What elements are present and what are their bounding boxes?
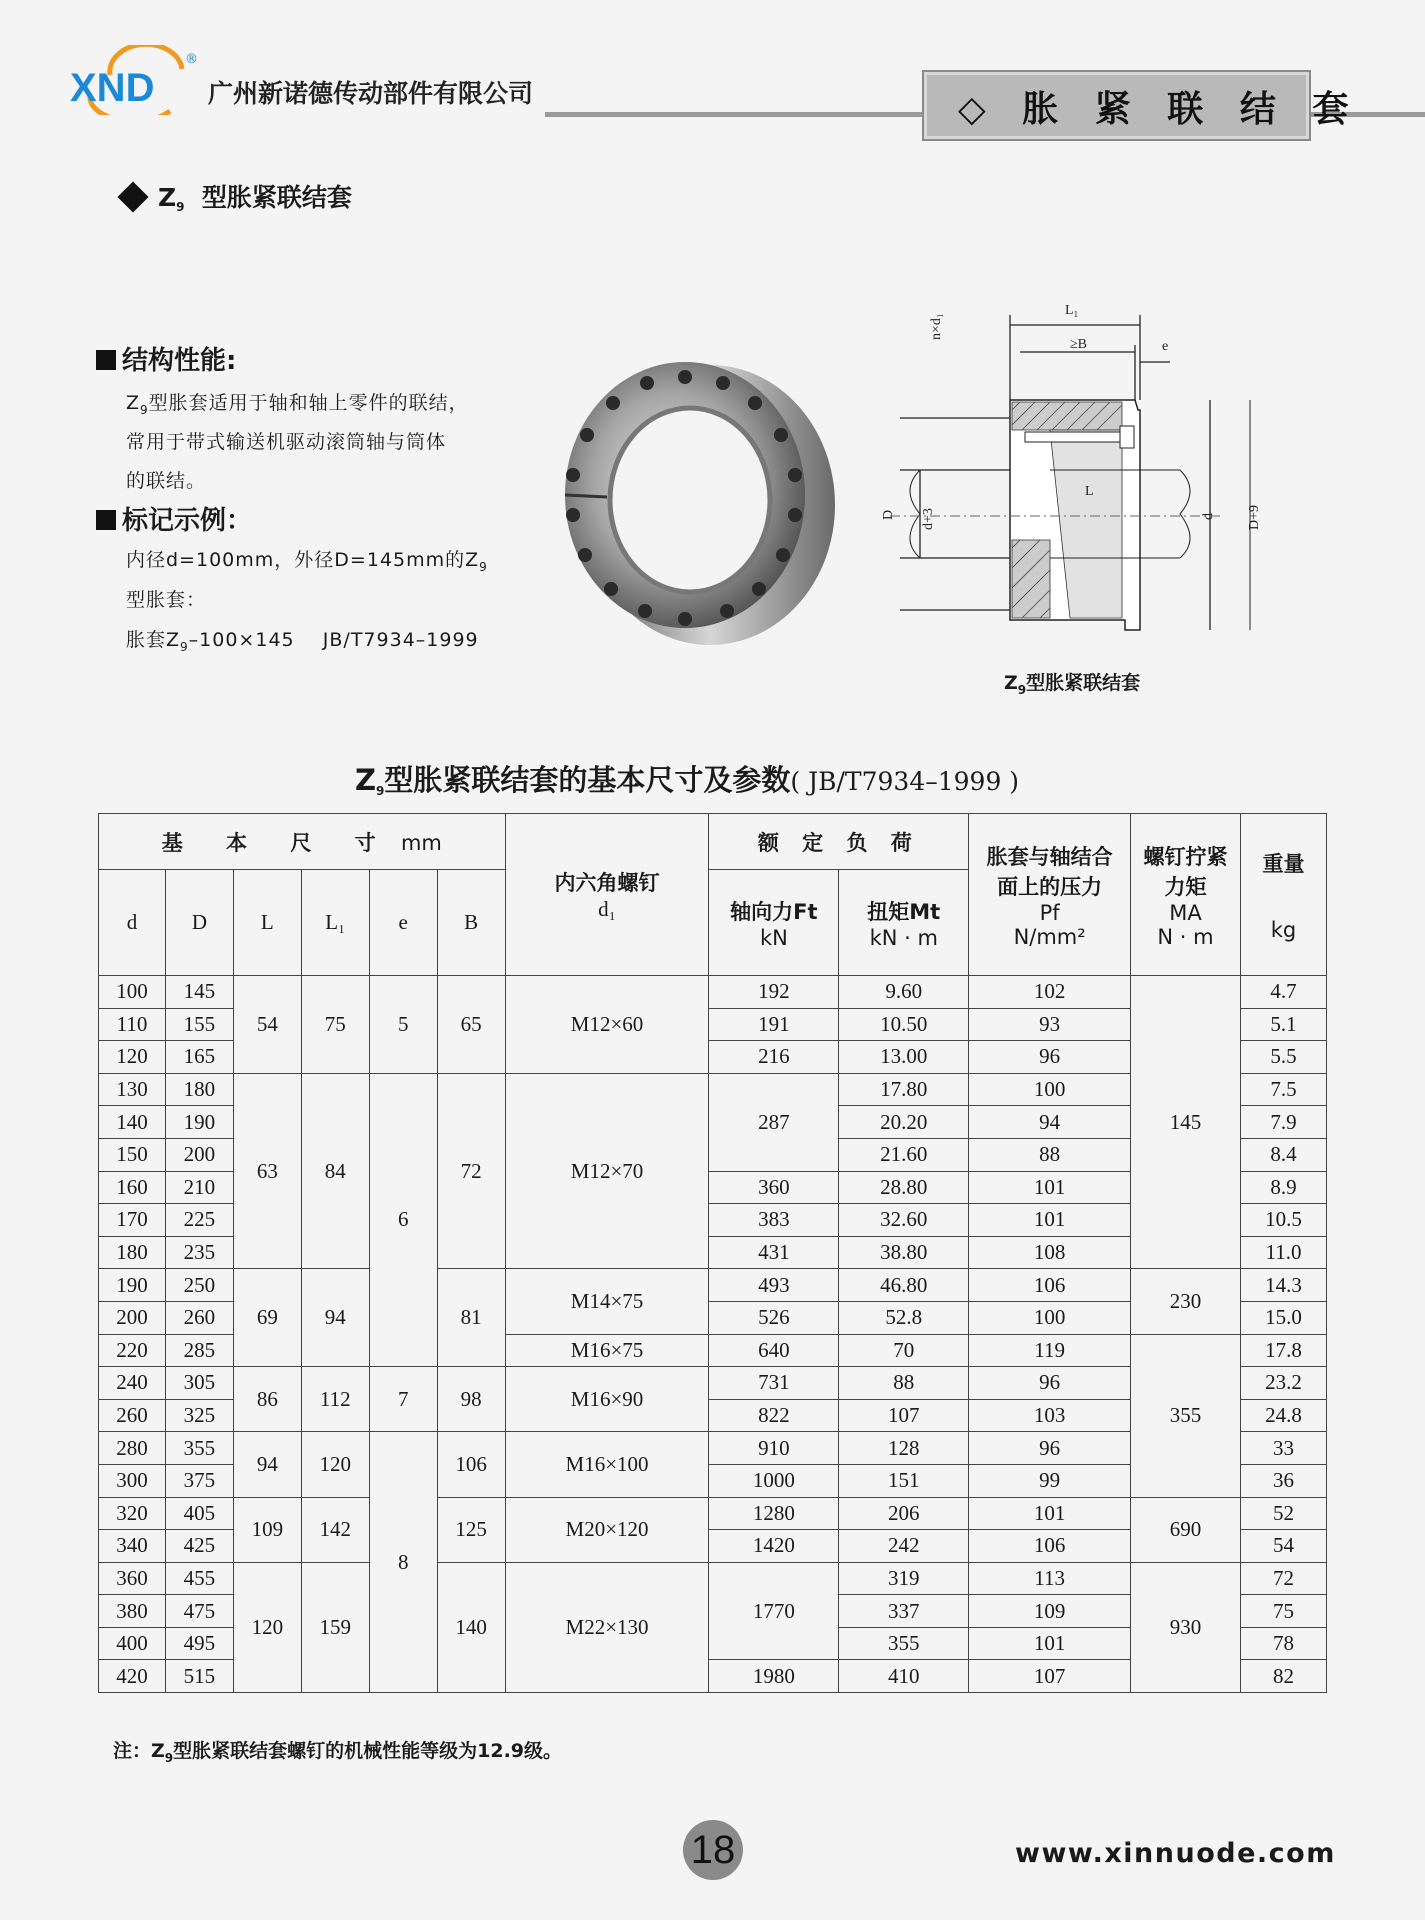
cell-B: 81 xyxy=(437,1269,505,1367)
cell-e: 7 xyxy=(369,1367,437,1432)
cell-weight: 14.3 xyxy=(1240,1269,1326,1302)
label-L1: L₁ xyxy=(1065,303,1079,318)
cell-weight: 23.2 xyxy=(1240,1367,1326,1400)
cell-MA: 690 xyxy=(1131,1497,1241,1562)
cell-Ft: 1000 xyxy=(709,1464,839,1497)
cell-D: 475 xyxy=(165,1595,233,1628)
cell-weight: 54 xyxy=(1240,1530,1326,1563)
cell-Pf: 99 xyxy=(969,1464,1131,1497)
cell-weight: 10.5 xyxy=(1240,1204,1326,1237)
marking-line1: 内径d=100mm，外径D=145mm的$Z_9$ xyxy=(126,549,488,574)
cell-Ft: 731 xyxy=(709,1367,839,1400)
cell-screw: M22×130 xyxy=(505,1562,709,1692)
header-L: L xyxy=(233,870,301,976)
cell-screw: M12×60 xyxy=(505,976,709,1074)
page-number: 18 xyxy=(683,1820,743,1880)
cell-d: 200 xyxy=(99,1301,166,1334)
cell-weight: 52 xyxy=(1240,1497,1326,1530)
cell-Pf: 113 xyxy=(969,1562,1131,1595)
table-row xyxy=(99,976,1327,1009)
cell-d: 150 xyxy=(99,1138,166,1171)
cell-d: 140 xyxy=(99,1106,166,1139)
cell-D: 165 xyxy=(165,1041,233,1074)
cell-L1: 75 xyxy=(301,976,369,1074)
company-logo xyxy=(70,45,200,115)
cell-Ft: 431 xyxy=(709,1236,839,1269)
cell-weight: 78 xyxy=(1240,1627,1326,1660)
cell-B: 125 xyxy=(437,1497,505,1562)
cell-L: 109 xyxy=(233,1497,301,1562)
cell-weight: 8.4 xyxy=(1240,1138,1326,1171)
cell-weight: 72 xyxy=(1240,1562,1326,1595)
cell-D: 250 xyxy=(165,1269,233,1302)
cell-Mt: 319 xyxy=(839,1562,969,1595)
cell-screw: M12×70 xyxy=(505,1073,709,1269)
cell-L: 54 xyxy=(233,976,301,1074)
cell-screw: M16×100 xyxy=(505,1432,709,1497)
header-d: d xyxy=(99,870,166,976)
parameters-table xyxy=(98,813,1327,1693)
label-B: ≥B xyxy=(1070,337,1088,352)
cell-d: 220 xyxy=(99,1334,166,1367)
cell-B: 106 xyxy=(437,1432,505,1497)
cell-Mt: 206 xyxy=(839,1497,969,1530)
cell-D: 375 xyxy=(165,1464,233,1497)
cell-e: 6 xyxy=(369,1073,437,1366)
cell-Ft: 1280 xyxy=(709,1497,839,1530)
cell-d: 320 xyxy=(99,1497,166,1530)
category-title: ◇ 胀 紧 联 结 套 xyxy=(958,89,1361,130)
cell-Mt: 151 xyxy=(839,1464,969,1497)
cell-screw: M20×120 xyxy=(505,1497,709,1562)
cell-Pf: 96 xyxy=(969,1432,1131,1465)
label-d: d xyxy=(1201,513,1216,520)
cell-MA: 230 xyxy=(1131,1269,1241,1334)
cell-d: 340 xyxy=(99,1530,166,1563)
header-L1: L₁ xyxy=(301,870,369,976)
cell-L: 69 xyxy=(233,1269,301,1367)
cell-Mt: 20.20 xyxy=(839,1106,969,1139)
cell-Ft: 640 xyxy=(709,1334,839,1367)
cell-Pf: 100 xyxy=(969,1073,1131,1106)
cell-Mt: 46.80 xyxy=(839,1269,969,1302)
cell-Mt: 38.80 xyxy=(839,1236,969,1269)
cell-weight: 5.1 xyxy=(1240,1008,1326,1041)
structure-text-line2: 常用于带式输送机驱动滚筒轴与筒体 xyxy=(126,431,447,453)
marking-line3: 胀套$Z_9-100\times 145$ JB/T7934–1999 xyxy=(126,629,479,654)
figure-caption: $Z_9$型胀紧联结套 xyxy=(1004,672,1141,697)
cell-e: 8 xyxy=(369,1432,437,1693)
cell-D: 200 xyxy=(165,1138,233,1171)
cell-screw: M16×75 xyxy=(505,1334,709,1367)
label-D9: D+9 xyxy=(1247,504,1262,530)
cell-d: 280 xyxy=(99,1432,166,1465)
cell-D: 155 xyxy=(165,1008,233,1041)
cell-Ft: 493 xyxy=(709,1269,839,1302)
cell-Pf: 94 xyxy=(969,1106,1131,1139)
cell-Mt: 28.80 xyxy=(839,1171,969,1204)
cell-D: 515 xyxy=(165,1660,233,1693)
label-d3: d+3 xyxy=(921,508,936,530)
cell-L1: 84 xyxy=(301,1073,369,1269)
header-moment: 扭矩Mt kN · m xyxy=(839,870,969,976)
cell-Ft: 192 xyxy=(709,976,839,1009)
cell-L: 86 xyxy=(233,1367,301,1432)
cell-MA: 145 xyxy=(1131,976,1241,1269)
cell-Pf: 106 xyxy=(969,1269,1131,1302)
cell-Mt: 13.00 xyxy=(839,1041,969,1074)
cell-d: 260 xyxy=(99,1399,166,1432)
marking-line2: 型胀套： xyxy=(126,589,207,611)
header-D: D xyxy=(165,870,233,976)
cell-Pf: 108 xyxy=(969,1236,1131,1269)
cell-Pf: 109 xyxy=(969,1595,1131,1628)
cell-D: 495 xyxy=(165,1627,233,1660)
cell-Pf: 101 xyxy=(969,1204,1131,1237)
cell-d: 120 xyxy=(99,1041,166,1074)
cell-Ft: 910 xyxy=(709,1432,839,1465)
square-bullet-icon xyxy=(96,510,116,530)
cell-Pf: 93 xyxy=(969,1008,1131,1041)
cell-Mt: 70 xyxy=(839,1334,969,1367)
header-screw-torque: 螺钉拧紧 力矩 MA N · m xyxy=(1131,814,1241,976)
cell-d: 240 xyxy=(99,1367,166,1400)
table-title: $Z_9$型胀紧联结套的基本尺寸及参数( JB/T7934–1999 ) xyxy=(355,763,1020,798)
cell-D: 285 xyxy=(165,1334,233,1367)
header-basic-dims: 基 本 尺 寸 mm xyxy=(99,814,506,870)
cell-B: 140 xyxy=(437,1562,505,1692)
cell-Mt: 128 xyxy=(839,1432,969,1465)
cell-weight: 33 xyxy=(1240,1432,1326,1465)
cell-D: 225 xyxy=(165,1204,233,1237)
cell-Pf: 96 xyxy=(969,1041,1131,1074)
cell-Ft: 1770 xyxy=(709,1562,839,1660)
cell-weight: 17.8 xyxy=(1240,1334,1326,1367)
table-row xyxy=(99,1562,1327,1595)
cell-Ft: 191 xyxy=(709,1008,839,1041)
cell-weight: 15.0 xyxy=(1240,1301,1326,1334)
cell-d: 180 xyxy=(99,1236,166,1269)
cell-Mt: 107 xyxy=(839,1399,969,1432)
cell-Mt: 242 xyxy=(839,1530,969,1563)
structure-text-line3: 的联结。 xyxy=(126,470,207,492)
cell-Mt: 10.50 xyxy=(839,1008,969,1041)
header-screw: 内六角螺钉 d₁ xyxy=(505,814,709,976)
cell-Mt: 88 xyxy=(839,1367,969,1400)
table-note: 注：$Z_9$型胀紧联结套螺钉的机械性能等级为12.9级。 xyxy=(113,1740,563,1765)
cell-weight: 8.9 xyxy=(1240,1171,1326,1204)
cell-D: 235 xyxy=(165,1236,233,1269)
header-e: e xyxy=(369,870,437,976)
cell-D: 145 xyxy=(165,976,233,1009)
cell-d: 190 xyxy=(99,1269,166,1302)
structure-heading: 结构性能: xyxy=(96,340,236,377)
cell-Ft: 1980 xyxy=(709,1660,839,1693)
cell-L: 63 xyxy=(233,1073,301,1269)
cell-weight: 36 xyxy=(1240,1464,1326,1497)
cell-d: 130 xyxy=(99,1073,166,1106)
cell-Ft: 360 xyxy=(709,1171,839,1204)
table-row xyxy=(99,1269,1327,1302)
cell-Pf: 103 xyxy=(969,1399,1131,1432)
cell-Pf: 102 xyxy=(969,976,1131,1009)
label-D: D xyxy=(881,509,896,520)
cell-d: 300 xyxy=(99,1464,166,1497)
cell-L: 94 xyxy=(233,1432,301,1497)
cell-Mt: 410 xyxy=(839,1660,969,1693)
cell-D: 210 xyxy=(165,1171,233,1204)
cell-e: 5 xyxy=(369,976,437,1074)
table-row xyxy=(99,1497,1327,1530)
cell-L1: 142 xyxy=(301,1497,369,1562)
cell-L1: 159 xyxy=(301,1562,369,1692)
cell-L1: 94 xyxy=(301,1269,369,1367)
cell-Mt: 337 xyxy=(839,1595,969,1628)
cell-d: 380 xyxy=(99,1595,166,1628)
cell-Mt: 17.80 xyxy=(839,1073,969,1106)
section-title: $Z_9$ 型胀紧联结套 xyxy=(122,178,352,214)
header-weight: 重量 kg xyxy=(1240,814,1326,976)
cell-Ft: 383 xyxy=(709,1204,839,1237)
marking-heading: 标记示例： xyxy=(96,500,252,537)
square-bullet-icon xyxy=(96,350,116,370)
cell-Mt: 21.60 xyxy=(839,1138,969,1171)
logo-text: XND xyxy=(70,66,155,110)
cell-d: 100 xyxy=(99,976,166,1009)
cell-weight: 7.5 xyxy=(1240,1073,1326,1106)
cell-screw: M16×90 xyxy=(505,1367,709,1432)
cell-Pf: 101 xyxy=(969,1497,1131,1530)
header-pressure: 胀套与轴结合 面上的压力 Pf N/mm² xyxy=(969,814,1131,976)
cell-D: 305 xyxy=(165,1367,233,1400)
label-nxd1: n×d₁ xyxy=(929,313,944,340)
cell-Pf: 106 xyxy=(969,1530,1131,1563)
cell-Pf: 107 xyxy=(969,1660,1131,1693)
website-url[interactable]: www.xinnuode.com xyxy=(1015,1838,1336,1869)
header-rated-load: 额 定 负 荷 xyxy=(709,814,969,870)
cell-D: 190 xyxy=(165,1106,233,1139)
cell-D: 180 xyxy=(165,1073,233,1106)
cell-weight: 7.9 xyxy=(1240,1106,1326,1139)
cell-D: 355 xyxy=(165,1432,233,1465)
cell-weight: 82 xyxy=(1240,1660,1326,1693)
cell-Mt: 52.8 xyxy=(839,1301,969,1334)
cell-d: 420 xyxy=(99,1660,166,1693)
cell-L: 120 xyxy=(233,1562,301,1692)
cell-Pf: 100 xyxy=(969,1301,1131,1334)
diamond-bullet-icon xyxy=(117,181,148,212)
cell-B: 98 xyxy=(437,1367,505,1432)
cell-d: 360 xyxy=(99,1562,166,1595)
cell-Pf: 119 xyxy=(969,1334,1131,1367)
cell-Pf: 101 xyxy=(969,1171,1131,1204)
cell-L1: 120 xyxy=(301,1432,369,1497)
cell-screw: M14×75 xyxy=(505,1269,709,1334)
label-L: L xyxy=(1085,484,1094,499)
cell-Ft: 526 xyxy=(709,1301,839,1334)
company-name: 广州新诺德传动部件有限公司 xyxy=(208,79,534,108)
cell-Ft: 822 xyxy=(709,1399,839,1432)
cell-MA: 355 xyxy=(1131,1334,1241,1497)
cell-Mt: 9.60 xyxy=(839,976,969,1009)
cell-Ft: 216 xyxy=(709,1041,839,1074)
structure-text-line1: $Z_9$型胀套适用于轴和轴上零件的联结， xyxy=(126,392,469,417)
cell-Mt: 355 xyxy=(839,1627,969,1660)
cell-weight: 4.7 xyxy=(1240,976,1326,1009)
cell-Pf: 101 xyxy=(969,1627,1131,1660)
cell-Pf: 88 xyxy=(969,1138,1131,1171)
cell-weight: 75 xyxy=(1240,1595,1326,1628)
cell-d: 170 xyxy=(99,1204,166,1237)
header-axial-force: 轴向力Ft kN xyxy=(709,870,839,976)
cell-weight: 5.5 xyxy=(1240,1041,1326,1074)
cell-D: 260 xyxy=(165,1301,233,1334)
cell-weight: 24.8 xyxy=(1240,1399,1326,1432)
cell-d: 110 xyxy=(99,1008,166,1041)
cell-d: 160 xyxy=(99,1171,166,1204)
cell-MA: 930 xyxy=(1131,1562,1241,1692)
cell-D: 425 xyxy=(165,1530,233,1563)
cell-Pf: 96 xyxy=(969,1367,1131,1400)
registered-mark: ® xyxy=(185,52,198,67)
cell-B: 65 xyxy=(437,976,505,1074)
header-rule-left xyxy=(545,112,925,117)
cell-Ft: 1420 xyxy=(709,1530,839,1563)
cell-L1: 112 xyxy=(301,1367,369,1432)
cell-B: 72 xyxy=(437,1073,505,1269)
cell-Mt: 32.60 xyxy=(839,1204,969,1237)
product-photo xyxy=(545,355,845,655)
header-B: B xyxy=(437,870,505,976)
cell-weight: 11.0 xyxy=(1240,1236,1326,1269)
cell-D: 325 xyxy=(165,1399,233,1432)
cell-D: 455 xyxy=(165,1562,233,1595)
cell-D: 405 xyxy=(165,1497,233,1530)
label-e: e xyxy=(1162,339,1169,354)
cell-Ft: 287 xyxy=(709,1073,839,1171)
technical-drawing xyxy=(870,290,1290,670)
cell-d: 400 xyxy=(99,1627,166,1660)
